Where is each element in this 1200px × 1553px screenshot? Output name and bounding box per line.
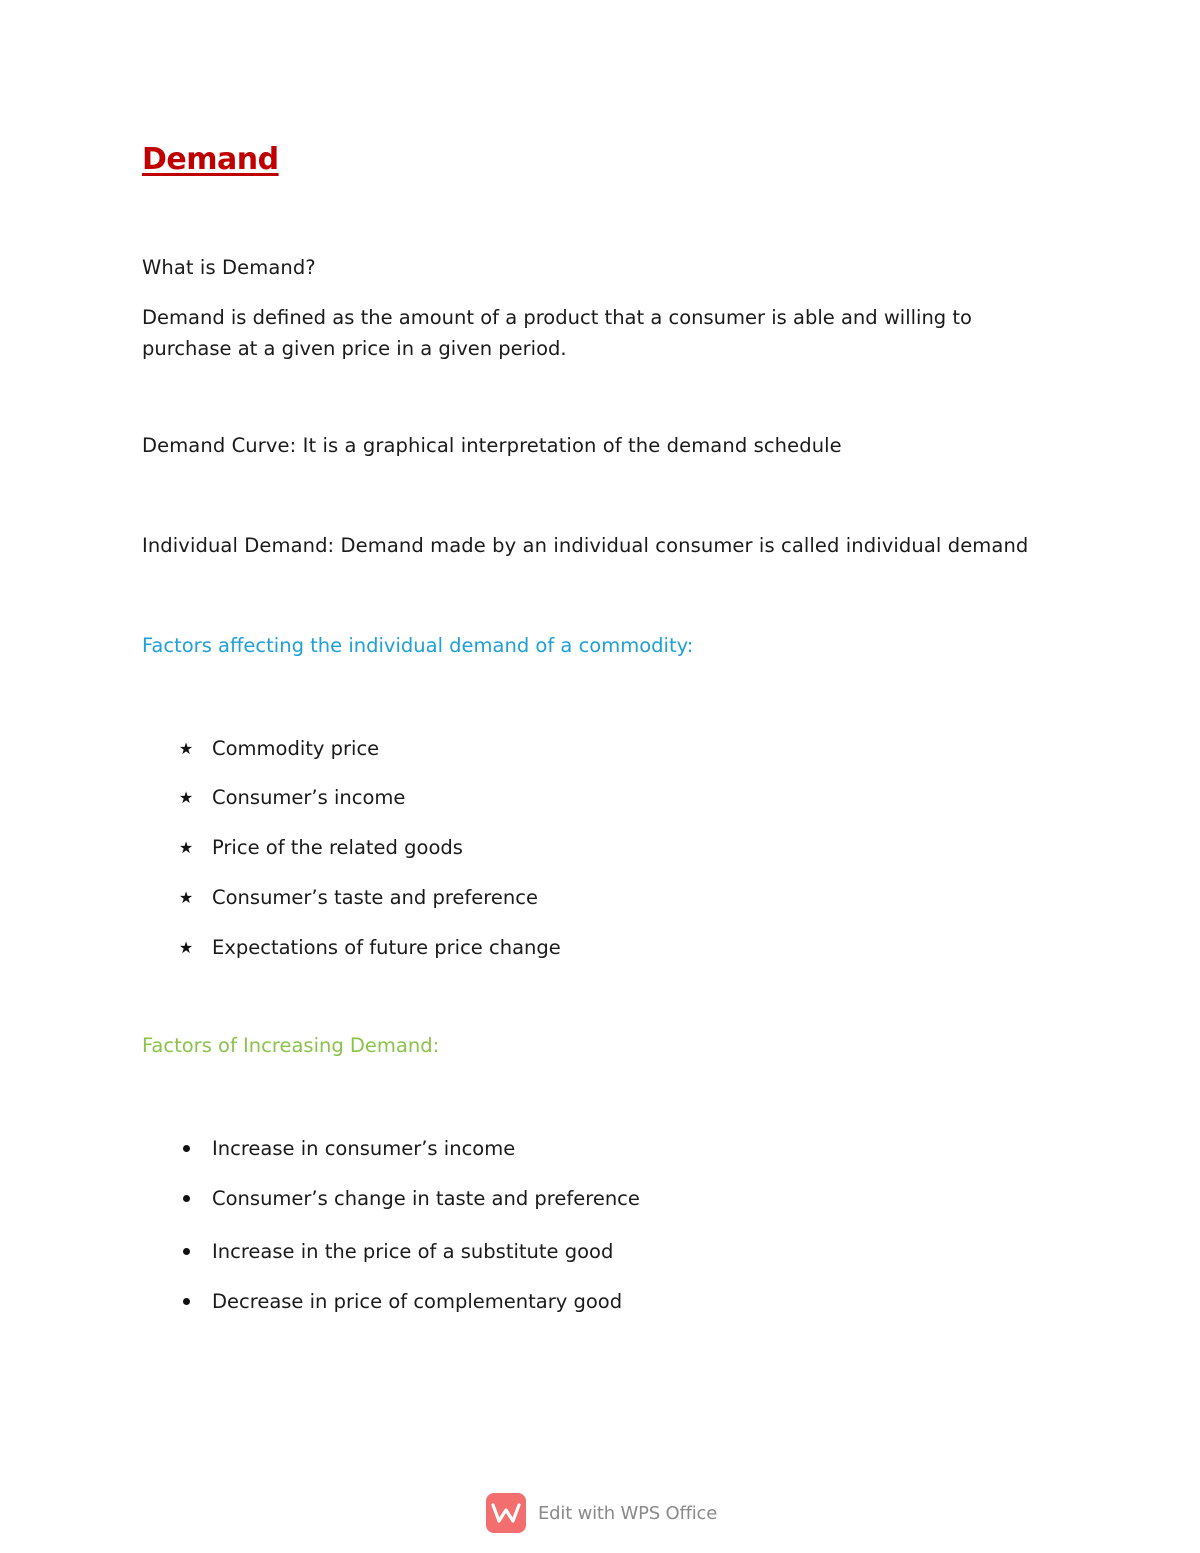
list-item: ★ Expectations of future price change (172, 932, 561, 962)
list-item: Consumer’s change in taste and preference (172, 1183, 640, 1213)
star-icon: ★ (178, 837, 194, 857)
factors-affecting-heading: Factors affecting the individual demand of a commodity: (142, 634, 694, 657)
wps-badge-label: Edit with WPS Office (538, 1502, 718, 1524)
bullet-dot-icon (172, 1145, 200, 1152)
list-item: ★ Consumer’s taste and preference (172, 882, 538, 912)
document-title: Demand (142, 142, 279, 177)
star-icon: ★ (178, 937, 194, 957)
bullet-dot-icon (172, 1248, 200, 1255)
star-icon: ★ (178, 787, 194, 807)
list-item: ★ Commodity price (172, 733, 379, 763)
factors-increasing-heading: Factors of Increasing Demand: (142, 1034, 440, 1057)
wps-logo-icon (486, 1493, 526, 1533)
bullet-dot-icon (172, 1195, 200, 1202)
star-icon: ★ (178, 887, 194, 907)
list-item: Increase in the price of a substitute good (172, 1236, 613, 1266)
edit-with-wps-badge[interactable] (486, 1493, 717, 1533)
list-item: Increase in consumer’s income (172, 1133, 515, 1163)
list-item: ★ Price of the related goods (172, 832, 463, 862)
definition-paragraph: Demand is defined as the amount of a product that a consumer is able and willing to purchase at a given price in a given period. (142, 306, 972, 360)
bullet-dot-icon (172, 1298, 200, 1305)
star-icon: ★ (178, 738, 194, 758)
list-item: ★ Consumer’s income (172, 782, 405, 812)
demand-curve-text: Demand Curve: It is a graphical interpretation of the demand schedule (142, 434, 842, 457)
list-item: Decrease in price of complementary good (172, 1286, 622, 1316)
individual-demand-text: Individual Demand: Demand made by an individual consumer is called individual demand (142, 534, 1029, 557)
question-text: What is Demand? (142, 256, 316, 279)
